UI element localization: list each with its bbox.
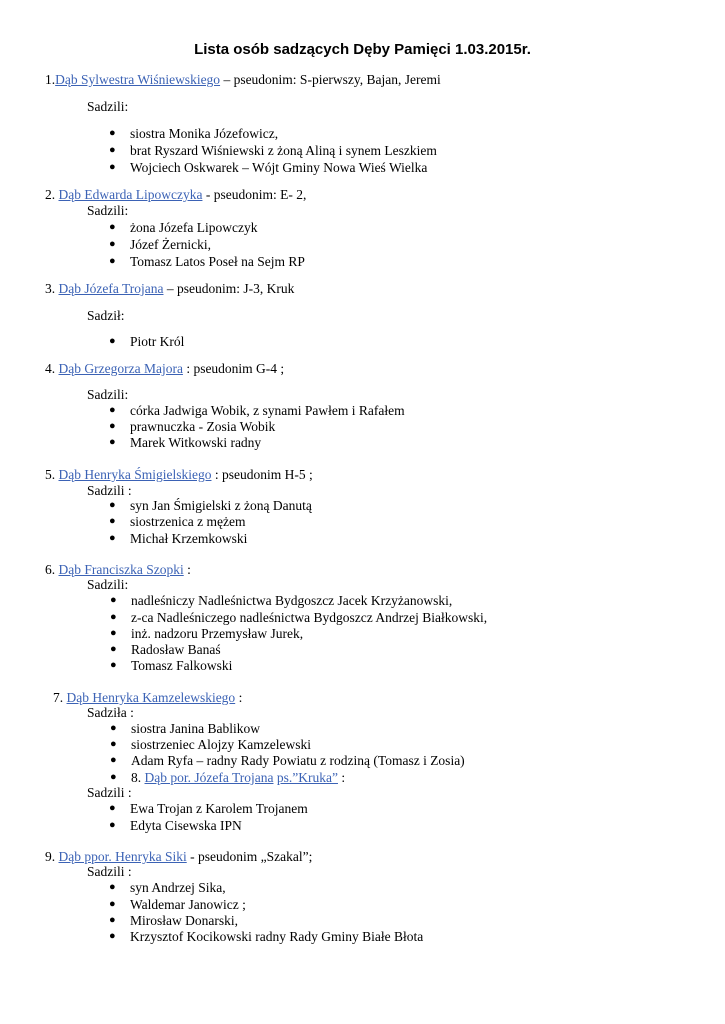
entry-number: 9.: [45, 849, 59, 864]
entry-5-label: Sadzili :: [87, 483, 132, 498]
bullet-icon: ●: [109, 255, 116, 267]
list-item: ● siostra Monika Józefowicz,: [109, 126, 279, 141]
bullet-icon: ●: [110, 627, 117, 639]
entry-pseudonym: : pseudonim G-4 ;: [182, 361, 285, 376]
entry-number: 2.: [45, 187, 59, 202]
list-item: ● córka Jadwiga Wobik, z synami Pawłem i Rafałem: [109, 403, 405, 418]
list-item: ● Tomasz Latos Poseł na Sejm RP: [109, 254, 305, 269]
list-item: ● Ewa Trojan z Karolem Trojanem: [109, 801, 308, 816]
list-item: ● żona Józefa Lipowczyk: [109, 220, 258, 235]
entry-number: 8.: [131, 770, 145, 785]
list-item: ● Michał Krzemkowski: [109, 531, 248, 546]
entry-1-heading: [45, 71, 441, 88]
entry-7-heading: [53, 689, 242, 706]
entry-2-link[interactable]: Dąb Edwarda Lipowczyka: [58, 187, 203, 202]
bullet-icon: ●: [110, 754, 117, 766]
entry-9-heading: [45, 848, 312, 865]
list-item: ● prawnuczka - Zosia Wobik: [109, 419, 276, 434]
entry-pseudonym: :: [337, 770, 346, 785]
bullet-icon: ●: [109, 914, 116, 926]
list-item: ● Radosław Banaś: [110, 642, 221, 657]
bullet-icon: ●: [110, 738, 117, 750]
entry-1-link[interactable]: Dąb Sylwestra Wiśniewskiego: [55, 72, 221, 87]
entry-8-link[interactable]: Dąb por. Józefa Trojana: [144, 770, 274, 785]
entry-number: 3.: [45, 281, 59, 296]
bullet-icon: ●: [109, 819, 116, 831]
entry-number: 1.: [45, 72, 56, 87]
entry-5-heading: [45, 466, 313, 483]
entry-pseudonym: : pseudonim H-5 ;: [211, 467, 313, 482]
bullet-icon: ●: [109, 420, 116, 432]
bullet-icon: ●: [109, 436, 116, 448]
list-item: ● syn Andrzej Sika,: [109, 880, 226, 895]
bullet-icon: ●: [110, 611, 117, 623]
bullet-icon: ●: [110, 594, 117, 606]
entry-2-label: Sadzili:: [87, 203, 129, 218]
entry-6-link[interactable]: Dąb Franciszka Szopki: [58, 562, 184, 577]
entry-4-link[interactable]: Dąb Grzegorza Majora: [58, 361, 183, 376]
bullet-icon: ●: [109, 238, 116, 250]
entry-pseudonym: :: [235, 690, 243, 705]
bullet-icon: ●: [109, 335, 116, 347]
entry-1-label: Sadzili:: [87, 99, 129, 114]
list-item: ● z-ca Nadleśniczego nadleśnictwa Bydgoszcz Andrzej Białkowski,: [110, 610, 488, 625]
entry-number: 6.: [45, 562, 59, 577]
entry-pseudonym: :: [183, 562, 191, 577]
list-item-sub-entry-8: [110, 769, 346, 786]
bullet-icon: ●: [109, 221, 116, 233]
entry-7-label: Sadziła :: [87, 705, 134, 720]
list-item: ● inż. nadzoru Przemysław Jurek,: [110, 626, 304, 641]
bullet-icon: ●: [109, 404, 116, 416]
list-item: ● Piotr Król: [109, 334, 185, 349]
bullet-icon: ●: [109, 930, 116, 942]
entry-7-link[interactable]: Dąb Henryka Kamzelewskiego: [66, 690, 236, 705]
bullet-icon: ●: [109, 515, 116, 527]
bullet-icon: ●: [109, 802, 116, 814]
list-item: ● syn Jan Śmigielski z żoną Danutą: [109, 498, 312, 513]
entry-3-heading: [45, 280, 294, 297]
entry-5-link[interactable]: Dąb Henryka Śmigielskiego: [58, 467, 212, 482]
entry-pseudonym: - pseudonim: E- 2,: [202, 187, 307, 202]
bullet-icon: ●: [109, 881, 116, 893]
entry-8-pseudonym-link[interactable]: ps.”Kruka”: [276, 770, 338, 785]
entry-2-heading: [45, 186, 306, 203]
list-item: ● Edyta Cisewska IPN: [109, 818, 242, 833]
list-item: ● siostra Janina Bablikow: [110, 721, 260, 736]
bullet-icon: ●: [110, 659, 117, 671]
bullet-icon: ●: [110, 722, 117, 734]
bullet-icon: ●: [110, 771, 117, 783]
bullet-icon: ●: [109, 532, 116, 544]
document-title: Lista osób sadzących Dęby Pamięci 1.03.2015r.: [194, 41, 531, 58]
bullet-icon: ●: [110, 643, 117, 655]
entry-number: 5.: [45, 467, 59, 482]
list-item: ● nadleśniczy Nadleśnictwa Bydgoszcz Jacek Krzyżanowski,: [110, 593, 453, 608]
entry-3-link[interactable]: Dąb Józefa Trojana: [58, 281, 164, 296]
entry-8-label: Sadzili :: [87, 785, 132, 800]
entry-number: 4.: [45, 361, 59, 376]
bullet-icon: ●: [109, 161, 116, 173]
entry-4-heading: [45, 360, 284, 377]
entry-pseudonym: - pseudonim „Szakal”;: [186, 849, 313, 864]
entry-9-label: Sadzili :: [87, 864, 132, 879]
entry-9-link[interactable]: Dąb ppor. Henryka Siki: [58, 849, 187, 864]
list-item: ● Mirosław Donarski,: [109, 913, 238, 928]
bullet-icon: ●: [109, 898, 116, 910]
entry-3-label: Sadził:: [87, 308, 125, 323]
list-item: ● Adam Ryfa – radny Rady Powiatu z rodziną (Tomasz i Zosia): [110, 753, 465, 768]
list-item: ● Krzysztof Kocikowski radny Rady Gminy Białe Błota: [109, 929, 424, 944]
list-item: ● Wojciech Oskwarek – Wójt Gminy Nowa Wieś Wielka: [109, 160, 428, 175]
entry-6-label: Sadzili:: [87, 577, 129, 592]
list-item: ● brat Ryszard Wiśniewski z żoną Aliną i synem Leszkiem: [109, 143, 437, 158]
bullet-icon: ●: [109, 127, 116, 139]
list-item: ● Tomasz Falkowski: [110, 658, 233, 673]
entry-pseudonym: – pseudonim: S-pierwszy, Bajan, Jeremi: [220, 72, 441, 87]
list-item: ● Waldemar Janowicz ;: [109, 897, 246, 912]
list-item: ● Józef Żernicki,: [109, 237, 211, 252]
entry-pseudonym: – pseudonim: J-3, Kruk: [163, 281, 295, 296]
list-item: ● siostrzeniec Alojzy Kamzelewski: [110, 737, 311, 752]
bullet-icon: ●: [109, 499, 116, 511]
list-item: ● Marek Witkowski radny: [109, 435, 262, 450]
list-item: ● siostrzenica z mężem: [109, 514, 246, 529]
entry-4-label: Sadzili:: [87, 387, 129, 402]
bullet-icon: ●: [109, 144, 116, 156]
entry-number: 7.: [53, 690, 67, 705]
